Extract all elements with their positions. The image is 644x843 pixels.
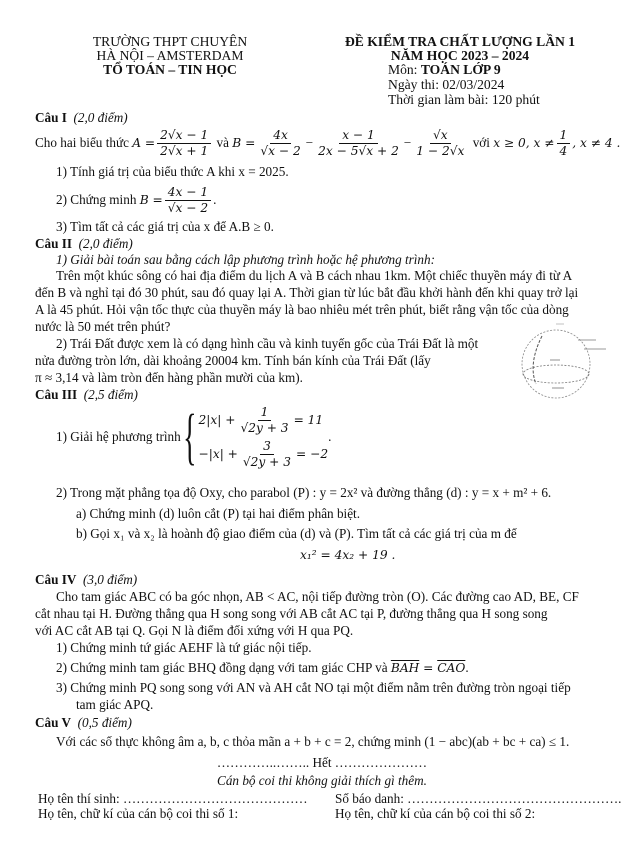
B-term1: $\frac{4x}{√x - 2}$	[260, 127, 301, 158]
B-lhs: B =	[232, 136, 256, 150]
question-4-heading	[35, 572, 137, 588]
domain-condition: x ≥ 0, x ≠	[493, 136, 555, 150]
q2-part2-line: π ≈ 3,14 và làm tròn đến hàng phần mười của km).	[35, 370, 303, 385]
q3-part2: 2) Trong mặt phẳng tọa độ Oxy, cho parabol (P) : y = 2x² và đường thẳng (d) : y = x + m² + 6.	[56, 485, 552, 500]
system-brace: {	[182, 403, 197, 471]
question-points: (0,5 điểm)	[77, 715, 132, 730]
candidate-name-field: Họ tên thí sinh: ……………………………………	[38, 791, 308, 806]
A-fraction: $\frac{2√x - 1}{2√x + 1}$	[157, 128, 211, 159]
equation-1: 2|x| + $\frac{1}{√2y + 3}$ = 11	[198, 404, 324, 435]
q2-part1-line: A là 45 phút. Hỏi vận tốc thực của thuyền máy là bao nhiêu mét trên phút, biết rằng vận tốc của dòng	[35, 302, 569, 317]
question-title: Câu I	[35, 110, 67, 125]
subject-label: Môn:	[388, 62, 421, 77]
q3-part2a: a) Chứng minh (d) luôn cắt (P) tại hai điểm phân biệt.	[76, 506, 361, 521]
exam-duration: Thời gian làm bài: 120 phút	[388, 92, 540, 107]
q1-item-1: 1) Tính giá trị của biểu thức A khi x = 2025.	[56, 164, 289, 179]
question-points: (2,0 điểm)	[78, 236, 133, 251]
q1-item-2: 2) Chứng minh B = $\frac{4x - 1}{√x - 2}$ .	[56, 184, 217, 215]
q2-part2-line: 2) Trái Đất được xem là có dạng hình cầu và kinh tuyến gốc của Trái Đất là một	[56, 336, 479, 351]
q1-item-3: 3) Tìm tất cả các giá trị của x để A.B ≥ 0.	[56, 219, 274, 234]
q2-part1-line: Trên một khúc sông có hai địa điểm du lịch A và B cách nhau 1km. Một chiếc thuyền máy đi từ A	[56, 268, 573, 283]
question-title: Câu V	[35, 715, 72, 730]
equation-system	[199, 403, 329, 471]
subject-line	[388, 63, 501, 77]
q4-line: Cho tam giác ABC có ba góc nhọn, AB < AC, nội tiếp đường tròn (O). Các đường cao AD, BE, CF	[56, 589, 579, 604]
q2-part1-line: nước là 50 mét trên phút?	[35, 319, 171, 334]
q4-item-3: 3) Chứng minh PQ song song với AN và AH cắt NO tại một điểm nằm trên đường tròn ngoại tiếp	[56, 680, 571, 695]
q3-part2b: b) Gọi x₁ và x₂ là hoành độ giao điểm của (d) và (P). Tìm tất cả các giá trị của m để	[76, 526, 517, 541]
question-5-heading	[35, 715, 132, 731]
q5-text: Với các số thực không âm a, b, c thỏa mãn a + b + c = 2, chứng minh (1 − abc)(ab + bc + ca) ≤ 1.	[56, 734, 570, 749]
q4-item-3-cont: tam giác APQ.	[76, 697, 154, 712]
angle-CAO: $\overline{CAO}$	[437, 661, 466, 675]
school-name-line2: HÀ NỘI – AMSTERDAM	[96, 48, 244, 63]
earth-globe-figure	[520, 322, 612, 402]
question-2-heading	[35, 236, 133, 252]
exam-date: Ngày thi: 02/03/2024	[388, 77, 505, 92]
one-quarter: $\frac{1}{4}$	[557, 128, 571, 159]
q4-line: cắt nhau tại H. Đường thẳng qua H song song với AB cắt AC tại P, đường thẳng qua H song song	[35, 606, 548, 621]
proctor-note: Cán bộ coi thi không giải thích gì thêm.	[217, 773, 427, 788]
end-marker: …………..…….. Hết …………………	[216, 755, 428, 770]
exam-title: ĐỀ KIỂM TRA CHẤT LƯỢNG LẦN 1	[344, 34, 576, 49]
expressions-A-B: Cho hai biểu thức A = $\frac{2√x - 1}{2√x + 1}$ và B = $\frac{4x}{√x - 2}$ − $\frac{x - 1}{2x - 5√x + 2}$ − $\frac{√x}{1 - 2√x}$ với x ≥ 0, x ≠ $\frac{1}{4}$ , x ≠ 4 .	[35, 127, 621, 158]
question-points: (2,5 điểm)	[83, 387, 138, 402]
q4-item-1: 1) Chứng minh tứ giác AEHF là tứ giác nội tiếp.	[56, 640, 312, 655]
q2-part2-line: nửa đường tròn lớn, dài khoảng 20004 km. Tính bán kính của Trái Đất (lấy	[35, 353, 431, 368]
angle-BAH: $\overline{BAH}$	[390, 661, 420, 675]
q3-part1-label: 1) Giải hệ phương trình	[56, 429, 181, 444]
department-name: TỔ TOÁN – TIN HỌC	[103, 62, 237, 77]
intro-text: Cho hai biểu thức	[35, 135, 129, 150]
proctor-1-signature: Họ tên, chữ kí của cán bộ coi thi số 1:	[38, 806, 239, 821]
subject-value: TOÁN LỚP 9	[420, 62, 501, 77]
question-points: (3,0 điểm)	[83, 572, 138, 587]
school-name-line1: TRƯỜNG THPT CHUYÊN	[92, 34, 248, 49]
q2-part1-heading: 1) Giải bài toán sau bằng cách lập phương trình hoặc hệ phương trình:	[56, 252, 436, 267]
B-term3: $\frac{√x}{1 - 2√x}$	[416, 127, 465, 158]
school-year: NĂM HỌC 2023 – 2024	[390, 48, 530, 63]
B-term2: $\frac{x - 1}{2x - 5√x + 2}$	[318, 127, 399, 158]
question-points: (2,0 điểm)	[73, 110, 128, 125]
q3-part2b-condition: x₁² = 4x₂ + 19 .	[300, 548, 396, 562]
q4-line: với AC cắt AB tại Q. Gọi N là điểm đối xứng với H qua PQ.	[35, 623, 354, 638]
question-title: Câu II	[35, 236, 73, 251]
equation-2: −|x| + $\frac{3}{√2y + 3}$ = −2	[198, 438, 329, 469]
q4-item-2: 2) Chứng minh tam giác BHQ đồng dạng với tam giác CHP và $\overline{BAH} = \overline{CAO}$.	[56, 660, 469, 675]
A-lhs: A =	[132, 136, 156, 150]
question-title: Câu III	[35, 387, 78, 402]
candidate-id-field: Số báo danh: ………………………………………….	[335, 791, 622, 806]
question-title: Câu IV	[35, 572, 77, 587]
proctor-2-signature: Họ tên, chữ kí của cán bộ coi thi số 2:	[335, 806, 536, 821]
B-simplified-fraction: $\frac{4x - 1}{√x - 2}$	[165, 185, 211, 216]
q3-system-of-equations: 1) Giải hệ phương trình { 2|x| + $\frac{1}{√2y + 3}$ = 11 −|x| + $\frac{3}{√2y + 3}$ = −2 .	[56, 403, 332, 471]
q2-part1-line: đến B và nghỉ tại đó 30 phút, sau đó quay lại A. Thời gian từ lúc bắt đầu khởi hành đến khi quay trở lại	[35, 285, 579, 300]
